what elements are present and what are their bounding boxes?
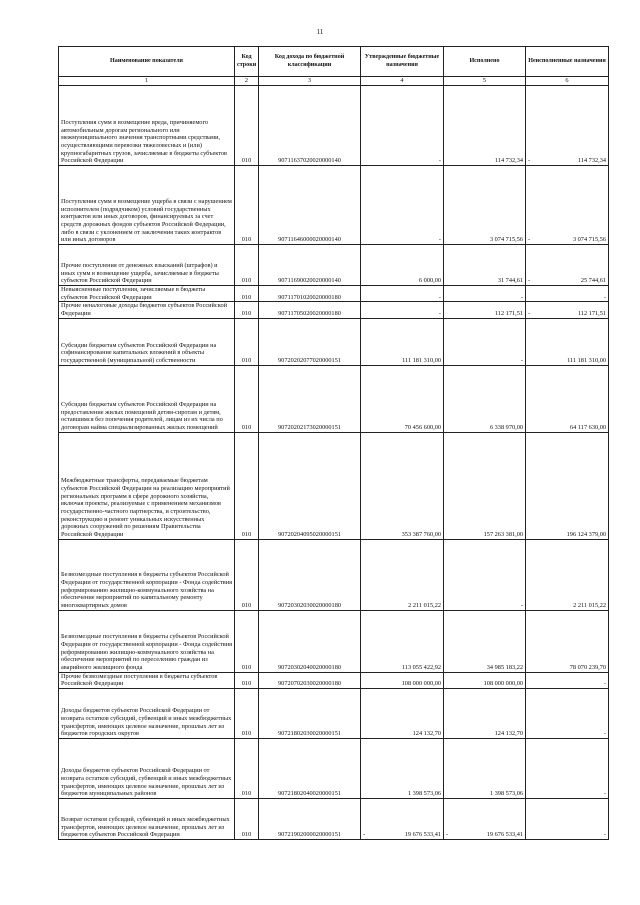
table-row [59, 318, 609, 365]
approved-amount [361, 610, 444, 672]
approved-amount [361, 318, 444, 365]
unexecuted-amount [526, 365, 609, 432]
budget-code: 90720702030020000180 [259, 672, 361, 688]
executed-amount [444, 610, 526, 672]
header-budget-code: Код дохода по бюджетной классификации [259, 47, 361, 77]
executed-amount [444, 539, 526, 610]
indicator-name: Субсидии бюджетам субъектов Российской Федерации на софинансирование капитальных вложений в объекты государственной (муниципальной) собственности [59, 318, 235, 365]
executed-amount [444, 286, 526, 302]
minus-sign: - [363, 831, 366, 839]
unexecuted-amount [526, 286, 609, 302]
line-code: 010 [235, 739, 259, 799]
unexecuted-value: - [603, 293, 606, 301]
executed-value: 1 398 573,06 [489, 790, 523, 798]
table-row [59, 166, 609, 245]
unexecuted-value: 2 211 015,22 [573, 602, 606, 610]
indicator-name: Межбюджетные трансферты, передаваемые бюджетам субъектов Российской Федерации на реализацию мероприятий региональных программ в сфере дорожного хозяйства, включая проекты, реализуемые с применением механизмов государственно-частного партнерства, и строительство, реконструкцию и ремонт уникальных искусственных дорожных сооружений по решениям Правительства Российской Федерации [59, 432, 235, 539]
approved-value: 108 000 000,00 [401, 680, 441, 688]
line-code: 010 [235, 432, 259, 539]
approved-value: 19 676 533,41 [404, 831, 441, 839]
indicator-name: Прочие неналоговые доходы бюджетов субъектов Российской Федерации [59, 302, 235, 318]
unexecuted-value: 111 181 310,00 [567, 357, 606, 365]
approved-amount [361, 245, 444, 286]
executed-value: 34 985 183,22 [486, 664, 523, 672]
table-body [59, 86, 609, 840]
indicator-name: Доходы бюджетов субъектов Российской Федерации от возврата остатков субсидий, субвенций и иных межбюджетных трансфертов, имеющих целевое назначение, прошлых лет из бюджетов городских округов [59, 689, 235, 739]
approved-value: 353 387 760,00 [401, 531, 441, 539]
executed-value: - [520, 357, 523, 365]
unexecuted-amount [526, 672, 609, 688]
executed-amount [444, 739, 526, 799]
approved-amount [361, 432, 444, 539]
table-row [59, 739, 609, 799]
approved-value: 113 055 422,92 [401, 664, 441, 672]
line-code: 010 [235, 86, 259, 166]
executed-value: 19 676 533,41 [486, 831, 523, 839]
executed-value: - [520, 293, 523, 301]
approved-value: - [438, 236, 441, 244]
executed-value: 114 732,34 [494, 157, 523, 165]
approved-amount [361, 799, 444, 840]
header-unexecuted: Неисполненные назначения [526, 47, 609, 77]
table-row [59, 539, 609, 610]
approved-value: 124 132,70 [412, 730, 441, 738]
approved-amount [361, 166, 444, 245]
line-code: 010 [235, 286, 259, 302]
budget-code: 90721902000020000151 [259, 799, 361, 840]
table-row [59, 689, 609, 739]
unexecuted-value: - [603, 680, 606, 688]
unexecuted-value: - [603, 730, 606, 738]
unexecuted-amount [526, 539, 609, 610]
approved-value: - [438, 310, 441, 318]
approved-value: 6 000,00 [418, 277, 441, 285]
approved-amount [361, 365, 444, 432]
table-row [59, 799, 609, 840]
unexecuted-value: 64 117 630,00 [570, 424, 606, 432]
table-row [59, 286, 609, 302]
budget-code: 90720202173020000151 [259, 365, 361, 432]
budget-code: 90720302040020000180 [259, 610, 361, 672]
indicator-name: Невыясненные поступления, зачисляемые в бюджеты субъектов Российской Федерации [59, 286, 235, 302]
executed-value: 124 132,70 [494, 730, 523, 738]
header-line-code: Код строки [235, 47, 259, 77]
column-number: 6 [526, 77, 609, 86]
column-number: 2 [235, 77, 259, 86]
budget-code: 90711690020020000140 [259, 245, 361, 286]
approved-amount [361, 302, 444, 318]
line-code: 010 [235, 166, 259, 245]
executed-amount [444, 365, 526, 432]
unexecuted-value: 196 124 379,00 [566, 531, 606, 539]
approved-value: - [438, 293, 441, 301]
executed-amount [444, 166, 526, 245]
unexecuted-value: 112 171,51 [577, 310, 606, 318]
line-code: 010 [235, 689, 259, 739]
approved-amount [361, 86, 444, 166]
revenue-table [58, 46, 609, 840]
executed-amount [444, 432, 526, 539]
table-row [59, 610, 609, 672]
executed-amount [444, 799, 526, 840]
indicator-name: Безвозмездные поступления в бюджеты субъектов Российской Федерации от государственной корпорации - Фонда содействия реформированию жилищно-коммунального хозяйства на обеспечение мероприятий по капитальному ремонту многоквартирных домов [59, 539, 235, 610]
approved-amount [361, 539, 444, 610]
minus-sign: - [528, 277, 531, 285]
budget-code: 90721802040020000151 [259, 739, 361, 799]
approved-value: 1 398 573,06 [407, 790, 441, 798]
unexecuted-amount [526, 245, 609, 286]
table-row [59, 365, 609, 432]
executed-amount [444, 245, 526, 286]
table-row [59, 432, 609, 539]
unexecuted-amount [526, 689, 609, 739]
unexecuted-amount [526, 318, 609, 365]
indicator-name: Доходы бюджетов субъектов Российской Федерации от возврата остатков субсидий, субвенций и иных межбюджетных трансфертов, имеющих целевое назначение, прошлых лет из бюджетов муниципальных районов [59, 739, 235, 799]
minus-sign: - [528, 236, 531, 244]
approved-value: 2 211 015,22 [408, 602, 441, 610]
page-number: 11 [316, 28, 324, 36]
executed-value: 31 744,61 [497, 277, 523, 285]
header-name: Наименование показателя [59, 47, 235, 77]
unexecuted-value: 78 070 239,70 [569, 664, 606, 672]
column-number: 5 [444, 77, 526, 86]
unexecuted-value: 25 744,61 [580, 277, 606, 285]
unexecuted-amount [526, 432, 609, 539]
budget-code: 90711646000020000140 [259, 166, 361, 245]
budget-code: 90720302030020000180 [259, 539, 361, 610]
minus-sign: - [528, 310, 531, 318]
budget-code: 90720202077020000151 [259, 318, 361, 365]
line-code: 010 [235, 365, 259, 432]
header-approved: Утвержденные бюджетные назначения [361, 47, 444, 77]
table-row [59, 86, 609, 166]
column-number: 1 [59, 77, 235, 86]
approved-value: 70 456 600,00 [404, 424, 441, 432]
executed-value: 157 263 381,00 [483, 531, 523, 539]
unexecuted-amount [526, 739, 609, 799]
table-row [59, 672, 609, 688]
approved-amount [361, 672, 444, 688]
column-number: 3 [259, 77, 361, 86]
executed-amount [444, 302, 526, 318]
executed-value: 3 074 715,56 [489, 236, 523, 244]
indicator-name: Поступления сумм в возмещение вреда, причиняемого автомобильным дорогам регионального или межмуниципального значения транспортными средствами, осуществляющими перевозки тяжеловесных и (или) крупногабаритных грузов, зачисляемые в бюджеты субъектов Российской Федерации [59, 86, 235, 166]
approved-amount [361, 689, 444, 739]
table-row [59, 302, 609, 318]
executed-value: 6 338 970,00 [489, 424, 523, 432]
approved-value: - [438, 157, 441, 165]
unexecuted-value: - [603, 831, 606, 839]
indicator-name: Прочие поступления от денежных взысканий (штрафов) и иных сумм в возмещение ущерба, зачисляемые в бюджеты субъектов Российской Федерации [59, 245, 235, 286]
unexecuted-value: - [603, 790, 606, 798]
approved-amount [361, 739, 444, 799]
line-code: 010 [235, 799, 259, 840]
approved-amount [361, 286, 444, 302]
unexecuted-amount [526, 610, 609, 672]
executed-amount [444, 318, 526, 365]
minus-sign: - [528, 157, 531, 165]
executed-amount [444, 689, 526, 739]
budget-code: 90711705020020000180 [259, 302, 361, 318]
budget-code: 90711701020020000180 [259, 286, 361, 302]
column-number: 4 [361, 77, 444, 86]
executed-value: 112 171,51 [494, 310, 523, 318]
indicator-name: Прочие безвозмездные поступления в бюджеты субъектов Российской Федерации [59, 672, 235, 688]
executed-amount [444, 86, 526, 166]
unexecuted-amount [526, 799, 609, 840]
executed-value: 108 000 000,00 [483, 680, 523, 688]
indicator-name: Возврат остатков субсидий, субвенций и иных межбюджетных трансфертов, имеющих целевое назначение, прошлых лет из бюджетов субъектов Российской Федерации [59, 799, 235, 840]
line-code: 010 [235, 539, 259, 610]
indicator-name: Безвозмездные поступления в бюджеты субъектов Российской Федерации от государственной корпорации - Фонда содействия реформированию жилищно-коммунального хозяйства на обеспечение мероприятий по переселению граждан из аварийного жилищного фонда [59, 610, 235, 672]
unexecuted-amount [526, 166, 609, 245]
executed-value: - [520, 602, 523, 610]
unexecuted-amount [526, 302, 609, 318]
line-code: 010 [235, 672, 259, 688]
budget-code: 90721802030020000151 [259, 689, 361, 739]
unexecuted-value: 114 732,34 [577, 157, 606, 165]
approved-value: 111 181 310,00 [402, 357, 441, 365]
minus-sign: - [446, 831, 449, 839]
header-executed: Исполнено [444, 47, 526, 77]
budget-code: 90720204095020000151 [259, 432, 361, 539]
unexecuted-value: 3 074 715,56 [572, 236, 606, 244]
line-code: 010 [235, 245, 259, 286]
unexecuted-amount [526, 86, 609, 166]
executed-amount [444, 672, 526, 688]
line-code: 010 [235, 610, 259, 672]
indicator-name: Субсидии бюджетам субъектов Российской Федерации на предоставление жилых помещений детям-сиротам и детям, оставшимся без попечения родителей, лицам из их числа по договорам найма специализированных жилых помещений [59, 365, 235, 432]
table-row [59, 245, 609, 286]
line-code: 010 [235, 302, 259, 318]
budget-code: 90711637020020000140 [259, 86, 361, 166]
line-code: 010 [235, 318, 259, 365]
indicator-name: Поступления сумм в возмещение ущерба в связи с нарушением исполнителем (подрядчиком) условий государственных контрактов или иных договоров, финансируемых за счет средств дорожных фондов субъектов Российской Федерации, либо в связи с уклонением от заключения таких контрактов или иных договоров [59, 166, 235, 245]
